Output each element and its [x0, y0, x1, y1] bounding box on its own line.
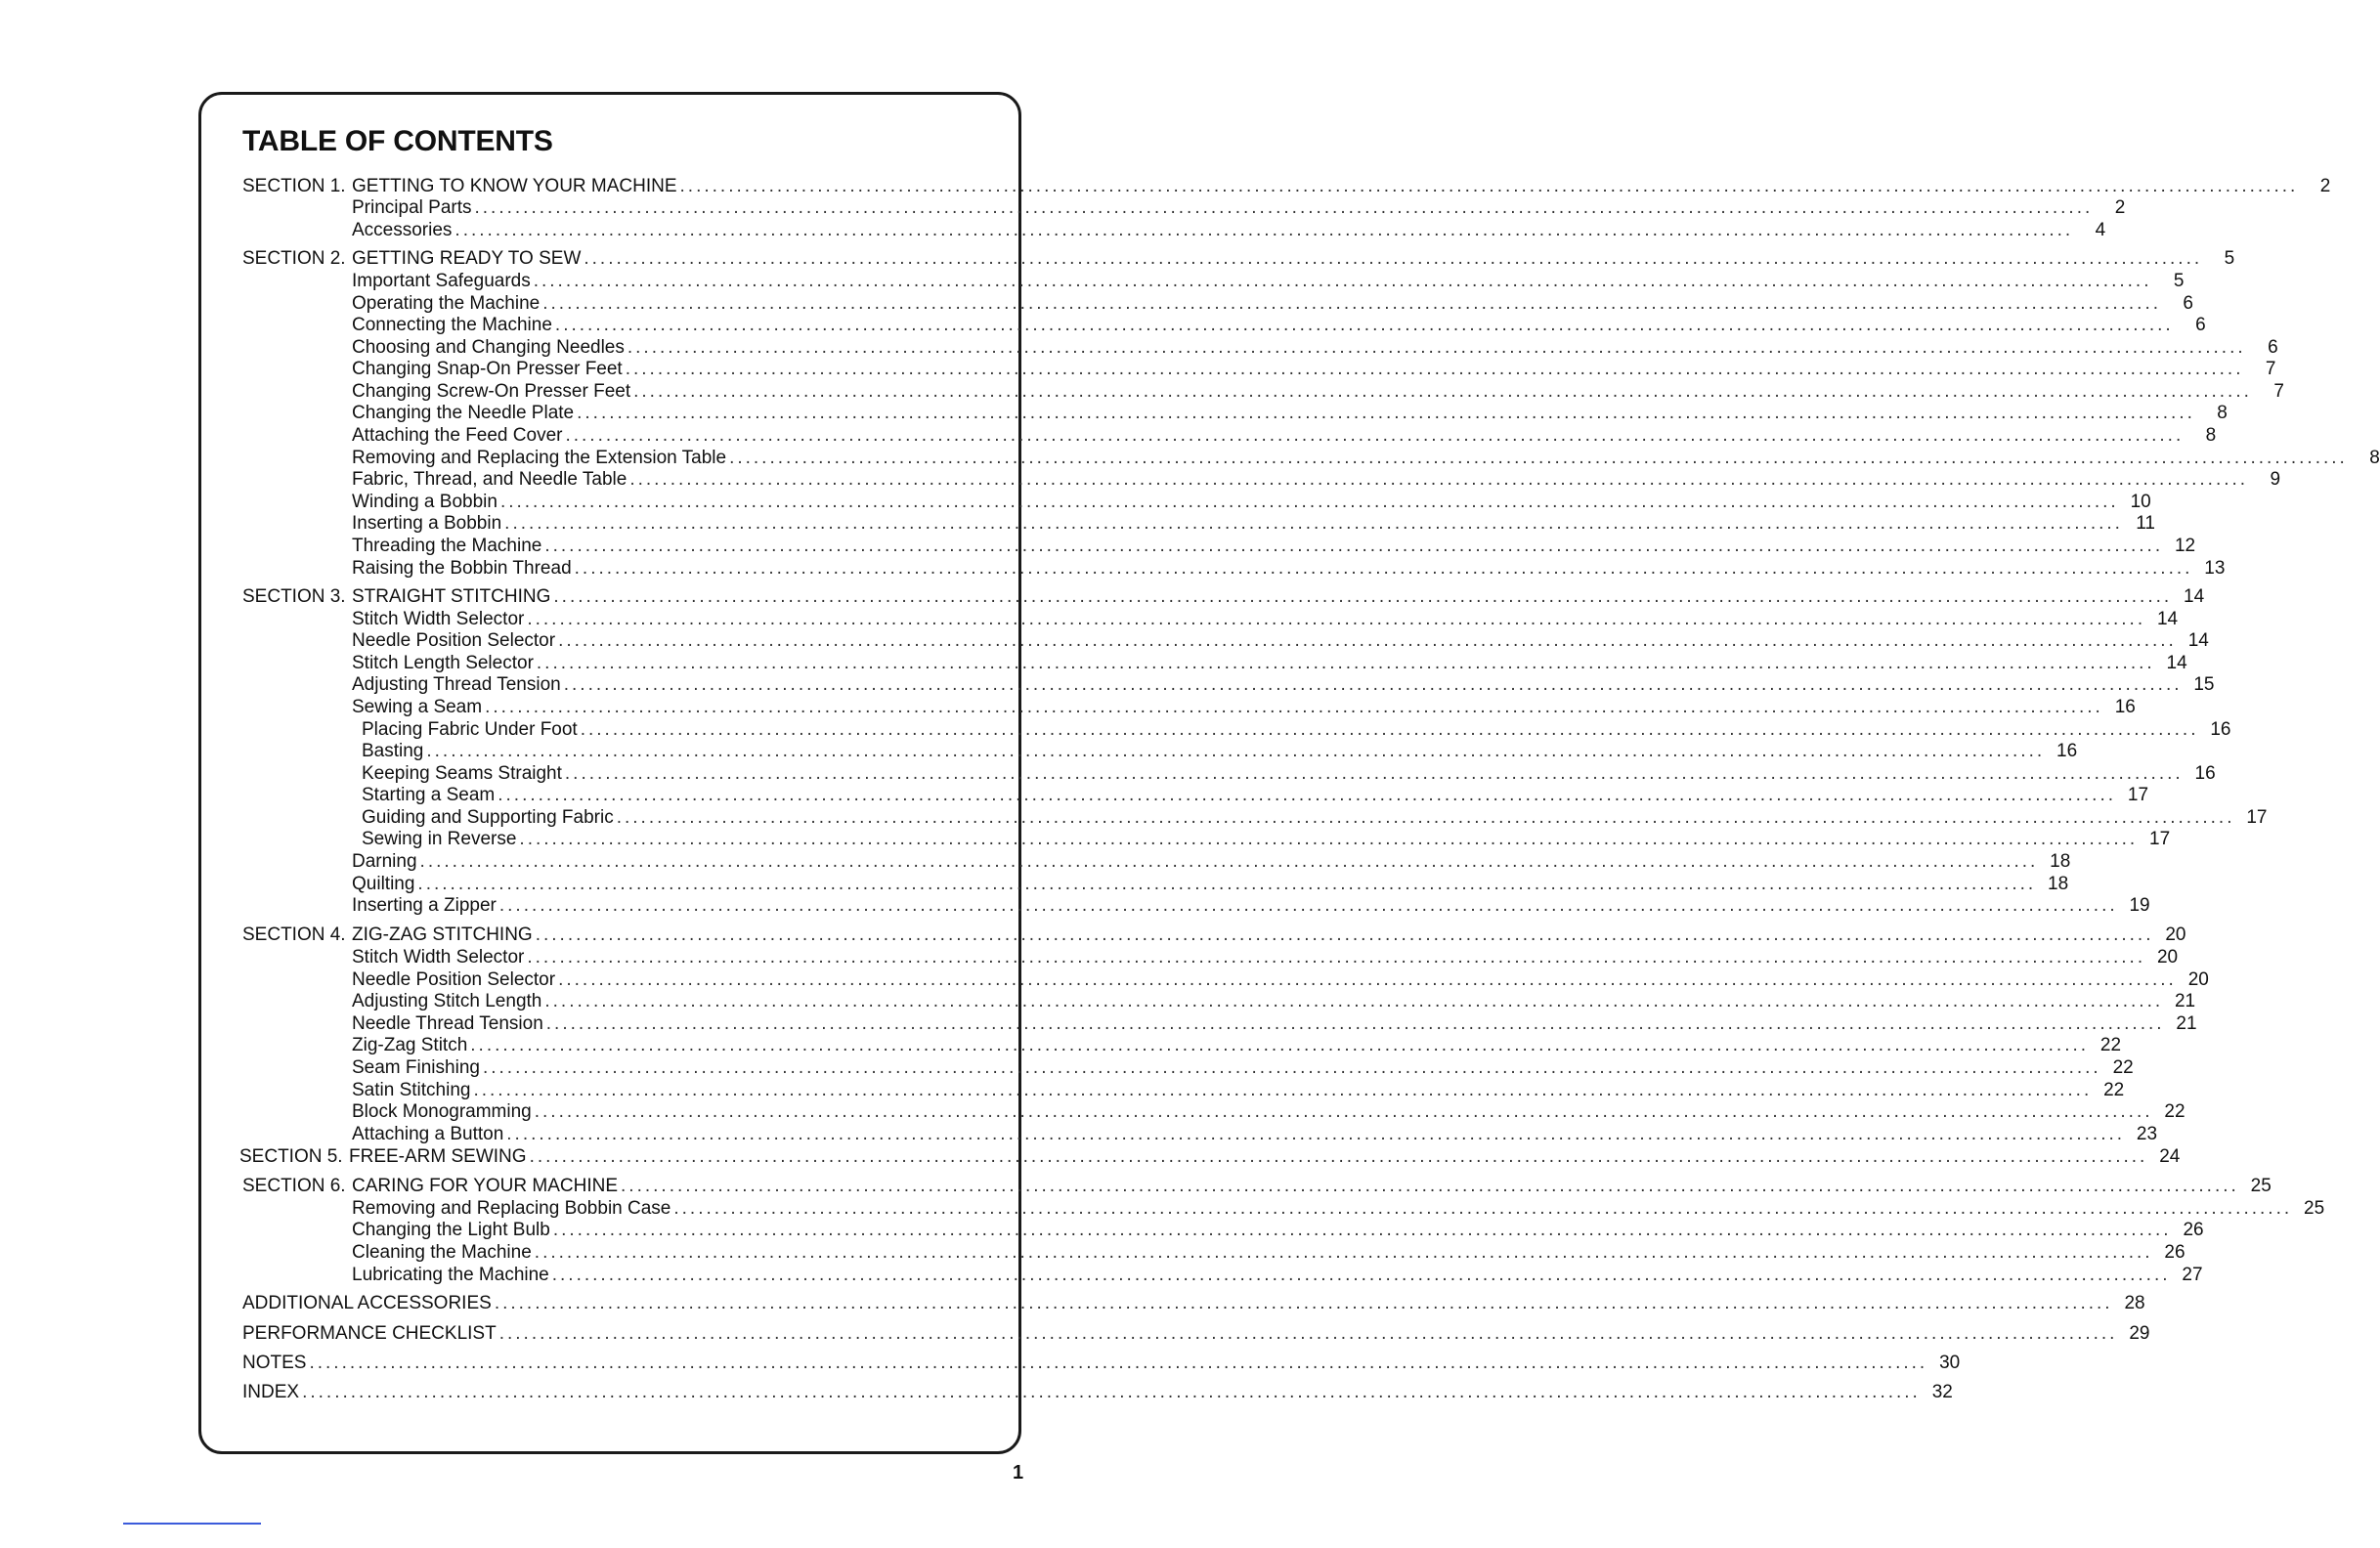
dot-leader: ........................................................................................................................................................................................................: [545, 1013, 2165, 1034]
toc-entry-page: 17: [2149, 829, 2171, 849]
dot-leader: ........................................................................................................................................................................................................: [625, 359, 2244, 379]
toc-entry-page: 26: [2183, 1220, 2204, 1240]
dot-leader: ........................................................................................................................................................................................................: [498, 1323, 2118, 1344]
toc-entry-page: 15: [2193, 674, 2215, 695]
toc-entry-label: Connecting the Machine: [352, 315, 552, 335]
toc-entry-page: 16: [2056, 741, 2078, 761]
dot-leader: ........................................................................................................................................................................................................: [504, 513, 2123, 534]
dot-leader: ........................................................................................................................................................................................................: [473, 1080, 2093, 1100]
dot-leader: ........................................................................................................................................................................................................: [565, 425, 2185, 446]
dot-leader: ........................................................................................................................................................................................................: [527, 947, 2146, 968]
toc-entry[interactable]: [352, 697, 2136, 718]
toc-entry-label: GETTING READY TO SEW: [352, 248, 582, 269]
toc-entry-page: 20: [2156, 947, 2179, 968]
toc-entry-page: 18: [2048, 874, 2069, 894]
page-number: 1: [1013, 1462, 1024, 1484]
toc-entry[interactable]: [352, 492, 2151, 513]
toc-entry[interactable]: [352, 271, 2185, 292]
dot-leader: ........................................................................................................................................................................................................: [554, 315, 2174, 335]
toc-entry-label: Lubricating the Machine: [352, 1265, 549, 1285]
toc-entry-label: Stitch Length Selector: [352, 653, 534, 673]
dot-leader: ........................................................................................................................................................................................................: [485, 697, 2103, 717]
toc-entry-label: Stitch Width Selector: [352, 947, 525, 968]
divider-line: [123, 1523, 261, 1525]
toc-entry-page: 22: [2103, 1080, 2125, 1100]
toc-entry-label: Changing Snap-On Presser Feet: [352, 359, 623, 379]
dot-leader: ........................................................................................................................................................................................................: [553, 586, 2173, 607]
toc-entry-page: 14: [2187, 630, 2209, 651]
toc-entry-label: INDEX: [242, 1382, 300, 1402]
toc-entry[interactable]: [242, 1323, 2150, 1345]
dot-leader: ........................................................................................................................................................................................................: [616, 807, 2235, 828]
dot-leader: ........................................................................................................................................................................................................: [309, 1353, 1928, 1373]
toc-entry[interactable]: [352, 895, 2150, 917]
toc-entry-label: CARING FOR YOUR MACHINE: [352, 1176, 619, 1196]
toc-entry-label: Needle Position Selector: [352, 969, 556, 990]
toc-entry-page: 11: [2136, 513, 2155, 534]
dot-leader: ........................................................................................................................................................................................................: [673, 1198, 2293, 1219]
dot-leader: ........................................................................................................................................................................................................: [574, 558, 2193, 579]
dot-leader: ........................................................................................................................................................................................................: [426, 741, 2046, 761]
toc-entry-label: Attaching the Feed Cover: [352, 425, 563, 446]
toc-entry[interactable]: [242, 1382, 1953, 1403]
toc-entry-page: 14: [2184, 586, 2205, 607]
toc-entry[interactable]: [352, 851, 2071, 873]
toc-entry[interactable]: [352, 969, 2209, 991]
toc-entry-label: Inserting a Zipper: [352, 895, 497, 916]
toc-entry[interactable]: [352, 1242, 2185, 1264]
toc-entry-page: 6: [2183, 293, 2193, 314]
toc-entry-page: 8: [2205, 425, 2217, 446]
toc-entry[interactable]: [362, 719, 2231, 741]
toc-entry-page: 14: [2156, 609, 2179, 629]
toc-entry[interactable]: [352, 293, 2193, 315]
toc-entry-page: 8: [2369, 448, 2380, 468]
dot-leader: ........................................................................................................................................................................................................: [534, 1101, 2153, 1122]
toc-entry[interactable]: [352, 1176, 2272, 1197]
toc-entry-page: 2: [2114, 197, 2126, 218]
toc-entry[interactable]: [352, 403, 2228, 424]
toc-entry-page: 21: [2174, 991, 2196, 1011]
toc-entry-label: Important Safeguards: [352, 271, 531, 291]
dot-leader: ........................................................................................................................................................................................................: [527, 609, 2146, 629]
toc-entry[interactable]: [352, 1198, 2325, 1220]
dot-leader: ........................................................................................................................................................................................................: [534, 1242, 2153, 1263]
toc-entry-label: Zig-Zag Stitch: [352, 1035, 468, 1055]
dot-leader: ........................................................................................................................................................................................................: [558, 969, 2177, 990]
toc-entry[interactable]: [352, 469, 2281, 491]
dot-leader: ........................................................................................................................................................................................................: [506, 1124, 2126, 1144]
toc-entry-page: 16: [2194, 763, 2216, 784]
toc-entry-page: 6: [2268, 337, 2278, 358]
toc-entry[interactable]: [352, 586, 2205, 608]
toc-entry-label: ADDITIONAL ACCESSORIES: [242, 1293, 492, 1313]
toc-entry-label: Attaching a Button: [352, 1124, 504, 1144]
dot-leader: ........................................................................................................................................................................................................: [558, 630, 2177, 651]
toc-entry[interactable]: [362, 829, 2171, 850]
toc-entry-label: Adjusting Stitch Length: [352, 991, 542, 1011]
toc-entry[interactable]: [352, 536, 2196, 557]
toc-section-number: SECTION 1.: [242, 176, 346, 196]
toc-entry-page: 32: [1931, 1382, 1953, 1402]
toc-entry-label: PERFORMANCE CHECKLIST: [242, 1323, 497, 1344]
toc-entry[interactable]: [352, 425, 2217, 447]
toc-entry-page: 22: [2164, 1101, 2185, 1122]
toc-entry-page: 19: [2129, 895, 2150, 916]
toc-entry[interactable]: [352, 1220, 2204, 1241]
toc-section-number: SECTION 4.: [242, 924, 346, 945]
toc-entry-label: Needle Position Selector: [352, 630, 556, 651]
toc-entry-page: 20: [2187, 969, 2209, 990]
toc-entry[interactable]: [349, 1146, 2181, 1168]
toc-entry-label: Winding a Bobbin: [352, 492, 498, 512]
toc-entry-page: 7: [2265, 359, 2276, 379]
page-title: TABLE OF CONTENTS: [242, 125, 553, 157]
dot-leader: ........................................................................................................................................................................................................: [519, 829, 2139, 849]
dot-leader: ........................................................................................................................................................................................................: [474, 197, 2094, 218]
toc-entry-page: 16: [2114, 697, 2136, 717]
toc-entry-label: Principal Parts: [352, 197, 472, 218]
toc-entry-label: Block Monogramming: [352, 1101, 532, 1122]
dot-leader: ........................................................................................................................................................................................................: [535, 924, 2154, 945]
toc-entry-page: 21: [2176, 1013, 2197, 1034]
toc-entry-page: 25: [2304, 1198, 2325, 1219]
dot-leader: ........................................................................................................................................................................................................: [551, 1265, 2171, 1285]
toc-entry[interactable]: [352, 1124, 2158, 1145]
toc-entry[interactable]: [352, 1265, 2203, 1286]
toc-entry-label: Starting a Seam: [362, 785, 496, 805]
toc-entry-label: Needle Thread Tension: [352, 1013, 543, 1034]
toc-entry[interactable]: [362, 763, 2216, 785]
toc-entry[interactable]: [352, 176, 2331, 197]
toc-entry-page: 22: [2099, 1035, 2122, 1055]
dot-leader: ........................................................................................................................................................................................................: [529, 1146, 2148, 1167]
toc-entry[interactable]: [352, 1101, 2185, 1123]
dot-leader: ........................................................................................................................................................................................................: [482, 1057, 2101, 1078]
dot-leader: ........................................................................................................................................................................................................: [494, 1293, 2113, 1313]
toc-entry[interactable]: [352, 947, 2179, 968]
toc-entry-page: 13: [2204, 558, 2226, 579]
toc-entry-label: Changing Screw-On Presser Feet: [352, 381, 631, 402]
dot-leader: ........................................................................................................................................................................................................: [417, 874, 2037, 894]
toc-entry[interactable]: [352, 359, 2276, 380]
toc-entry-page: 6: [2195, 315, 2206, 335]
toc-entry[interactable]: [362, 741, 2078, 762]
toc-entry[interactable]: [352, 337, 2278, 359]
toc-entry-page: 20: [2165, 924, 2186, 945]
toc-entry-page: 16: [2210, 719, 2231, 740]
toc-entry-label: FREE-ARM SEWING: [349, 1146, 527, 1167]
dot-leader: ........................................................................................................................................................................................................: [580, 719, 2199, 740]
toc-entry[interactable]: [352, 381, 2284, 403]
toc-entry[interactable]: [362, 807, 2268, 829]
toc-entry[interactable]: [352, 1057, 2134, 1079]
toc-entry[interactable]: [352, 558, 2226, 580]
toc-entry-page: 17: [2127, 785, 2149, 805]
toc-entry-page: 17: [2246, 807, 2268, 828]
toc-entry-page: 5: [2224, 248, 2235, 269]
toc-entry[interactable]: [242, 1353, 1961, 1374]
toc-entry-page: 14: [2166, 653, 2187, 673]
dot-leader: ........................................................................................................................................................................................................: [679, 176, 2299, 196]
dot-leader: ........................................................................................................................................................................................................: [564, 763, 2184, 784]
dot-leader: ........................................................................................................................................................................................................: [454, 220, 2074, 240]
toc-entry[interactable]: [352, 448, 2380, 469]
toc-entry[interactable]: [362, 785, 2149, 806]
toc-entry[interactable]: [352, 1013, 2197, 1035]
dot-leader: ........................................................................................................................................................................................................: [302, 1382, 1921, 1402]
dot-leader: ........................................................................................................................................................................................................: [629, 469, 2249, 490]
toc-entry-label: Stitch Width Selector: [352, 609, 525, 629]
toc-entry[interactable]: [242, 1293, 2145, 1314]
toc-entry-label: Operating the Machine: [352, 293, 541, 314]
toc-section-number: SECTION 6.: [242, 1176, 346, 1196]
dot-leader: ........................................................................................................................................................................................................: [470, 1035, 2090, 1055]
toc-entry-page: 24: [2159, 1146, 2181, 1167]
dot-leader: ........................................................................................................................................................................................................: [542, 293, 2161, 314]
dot-leader: ........................................................................................................................................................................................................: [498, 895, 2118, 916]
dot-leader: ........................................................................................................................................................................................................: [729, 448, 2348, 468]
toc-entry-label: Raising the Bobbin Thread: [352, 558, 572, 579]
toc-entry-label: Choosing and Changing Needles: [352, 337, 625, 358]
toc-entry-page: 5: [2173, 271, 2185, 291]
toc-entry[interactable]: [352, 674, 2215, 696]
toc-entry-label: Keeping Seams Straight: [362, 763, 562, 784]
toc-entry-page: 28: [2124, 1293, 2145, 1313]
toc-entry[interactable]: [352, 653, 2187, 674]
dot-leader: ........................................................................................................................................................................................................: [544, 536, 2164, 556]
toc-entry-label: Guiding and Supporting Fabric: [362, 807, 614, 828]
toc-entry[interactable]: [352, 924, 2186, 946]
dot-leader: ........................................................................................................................................................................................................: [498, 785, 2117, 805]
toc-entry-page: 27: [2182, 1265, 2203, 1285]
toc-entry-label: Inserting a Bobbin: [352, 513, 502, 534]
toc-entry-label: Cleaning the Machine: [352, 1242, 532, 1263]
toc-entry[interactable]: [352, 1035, 2122, 1056]
toc-entry[interactable]: [352, 197, 2126, 219]
toc-entry-label: Removing and Replacing the Extension Table: [352, 448, 727, 468]
toc-entry-label: Threading the Machine: [352, 536, 542, 556]
toc-entry-label: Darning: [352, 851, 417, 872]
toc-entry-page: 4: [2095, 220, 2106, 240]
toc-entry-page: 22: [2112, 1057, 2134, 1078]
toc-entry-label: Sewing in Reverse: [362, 829, 517, 849]
toc-entry-page: 29: [2129, 1323, 2150, 1344]
toc-entry[interactable]: [352, 609, 2179, 630]
toc-entry[interactable]: [352, 630, 2209, 652]
dot-leader: ........................................................................................................................................................................................................: [552, 1220, 2172, 1240]
dot-leader: ........................................................................................................................................................................................................: [536, 653, 2155, 673]
toc-entry-label: Quilting: [352, 874, 415, 894]
toc-section-number: SECTION 3.: [242, 586, 346, 607]
toc-section-number: SECTION 2.: [242, 248, 346, 269]
toc-entry-page: 8: [2217, 403, 2228, 423]
toc-entry-page: 2: [2319, 176, 2331, 196]
dot-leader: ........................................................................................................................................................................................................: [419, 851, 2039, 872]
toc-entry-label: ZIG-ZAG STITCHING: [352, 924, 533, 945]
toc-entry-page: 9: [2270, 469, 2281, 490]
toc-entry-page: 25: [2250, 1176, 2272, 1196]
toc-entry-label: STRAIGHT STITCHING: [352, 586, 551, 607]
toc-entry-label: Adjusting Thread Tension: [352, 674, 561, 695]
toc-entry-page: 18: [2050, 851, 2071, 872]
toc-entry[interactable]: [352, 513, 2155, 535]
toc-section-number: SECTION 5.: [239, 1146, 343, 1167]
toc-entry[interactable]: [352, 220, 2106, 241]
toc-entry[interactable]: [352, 315, 2206, 336]
toc-entry-label: Removing and Replacing Bobbin Case: [352, 1198, 671, 1219]
dot-leader: ........................................................................................................................................................................................................: [563, 674, 2183, 695]
dot-leader: ........................................................................................................................................................................................................: [544, 991, 2164, 1011]
toc-entry-page: 30: [1939, 1353, 1961, 1373]
toc-entry-label: Sewing a Seam: [352, 697, 483, 717]
toc-entry-label: Seam Finishing: [352, 1057, 480, 1078]
dot-leader: ........................................................................................................................................................................................................: [499, 492, 2119, 512]
toc-entry[interactable]: [352, 874, 2069, 895]
toc-entry-page: 7: [2273, 381, 2284, 402]
dot-leader: ........................................................................................................................................................................................................: [577, 403, 2195, 423]
toc-entry-page: 12: [2174, 536, 2196, 556]
dot-leader: ........................................................................................................................................................................................................: [627, 337, 2246, 358]
toc-entry-page: 23: [2136, 1124, 2158, 1144]
dot-leader: ........................................................................................................................................................................................................: [533, 271, 2152, 291]
toc-entry-label: GETTING TO KNOW YOUR MACHINE: [352, 176, 677, 196]
toc-entry[interactable]: [352, 248, 2235, 270]
toc-entry[interactable]: [352, 1080, 2125, 1101]
toc-entry-page: 26: [2164, 1242, 2185, 1263]
toc-entry-label: Changing the Light Bulb: [352, 1220, 550, 1240]
toc-entry-label: Accessories: [352, 220, 453, 240]
toc-entry-label: Satin Stitching: [352, 1080, 471, 1100]
toc-entry-label: Changing the Needle Plate: [352, 403, 575, 423]
toc-entry[interactable]: [352, 991, 2196, 1012]
toc-entry-label: Basting: [362, 741, 424, 761]
dot-leader: ........................................................................................................................................................................................................: [621, 1176, 2239, 1196]
dot-leader: ........................................................................................................................................................................................................: [584, 248, 2203, 269]
toc-entry-label: Placing Fabric Under Foot: [362, 719, 578, 740]
toc-entry-label: NOTES: [242, 1353, 307, 1373]
toc-entry-label: Fabric, Thread, and Needle Table: [352, 469, 627, 490]
dot-leader: ........................................................................................................................................................................................................: [633, 381, 2252, 402]
toc-entry-page: 10: [2130, 492, 2151, 512]
